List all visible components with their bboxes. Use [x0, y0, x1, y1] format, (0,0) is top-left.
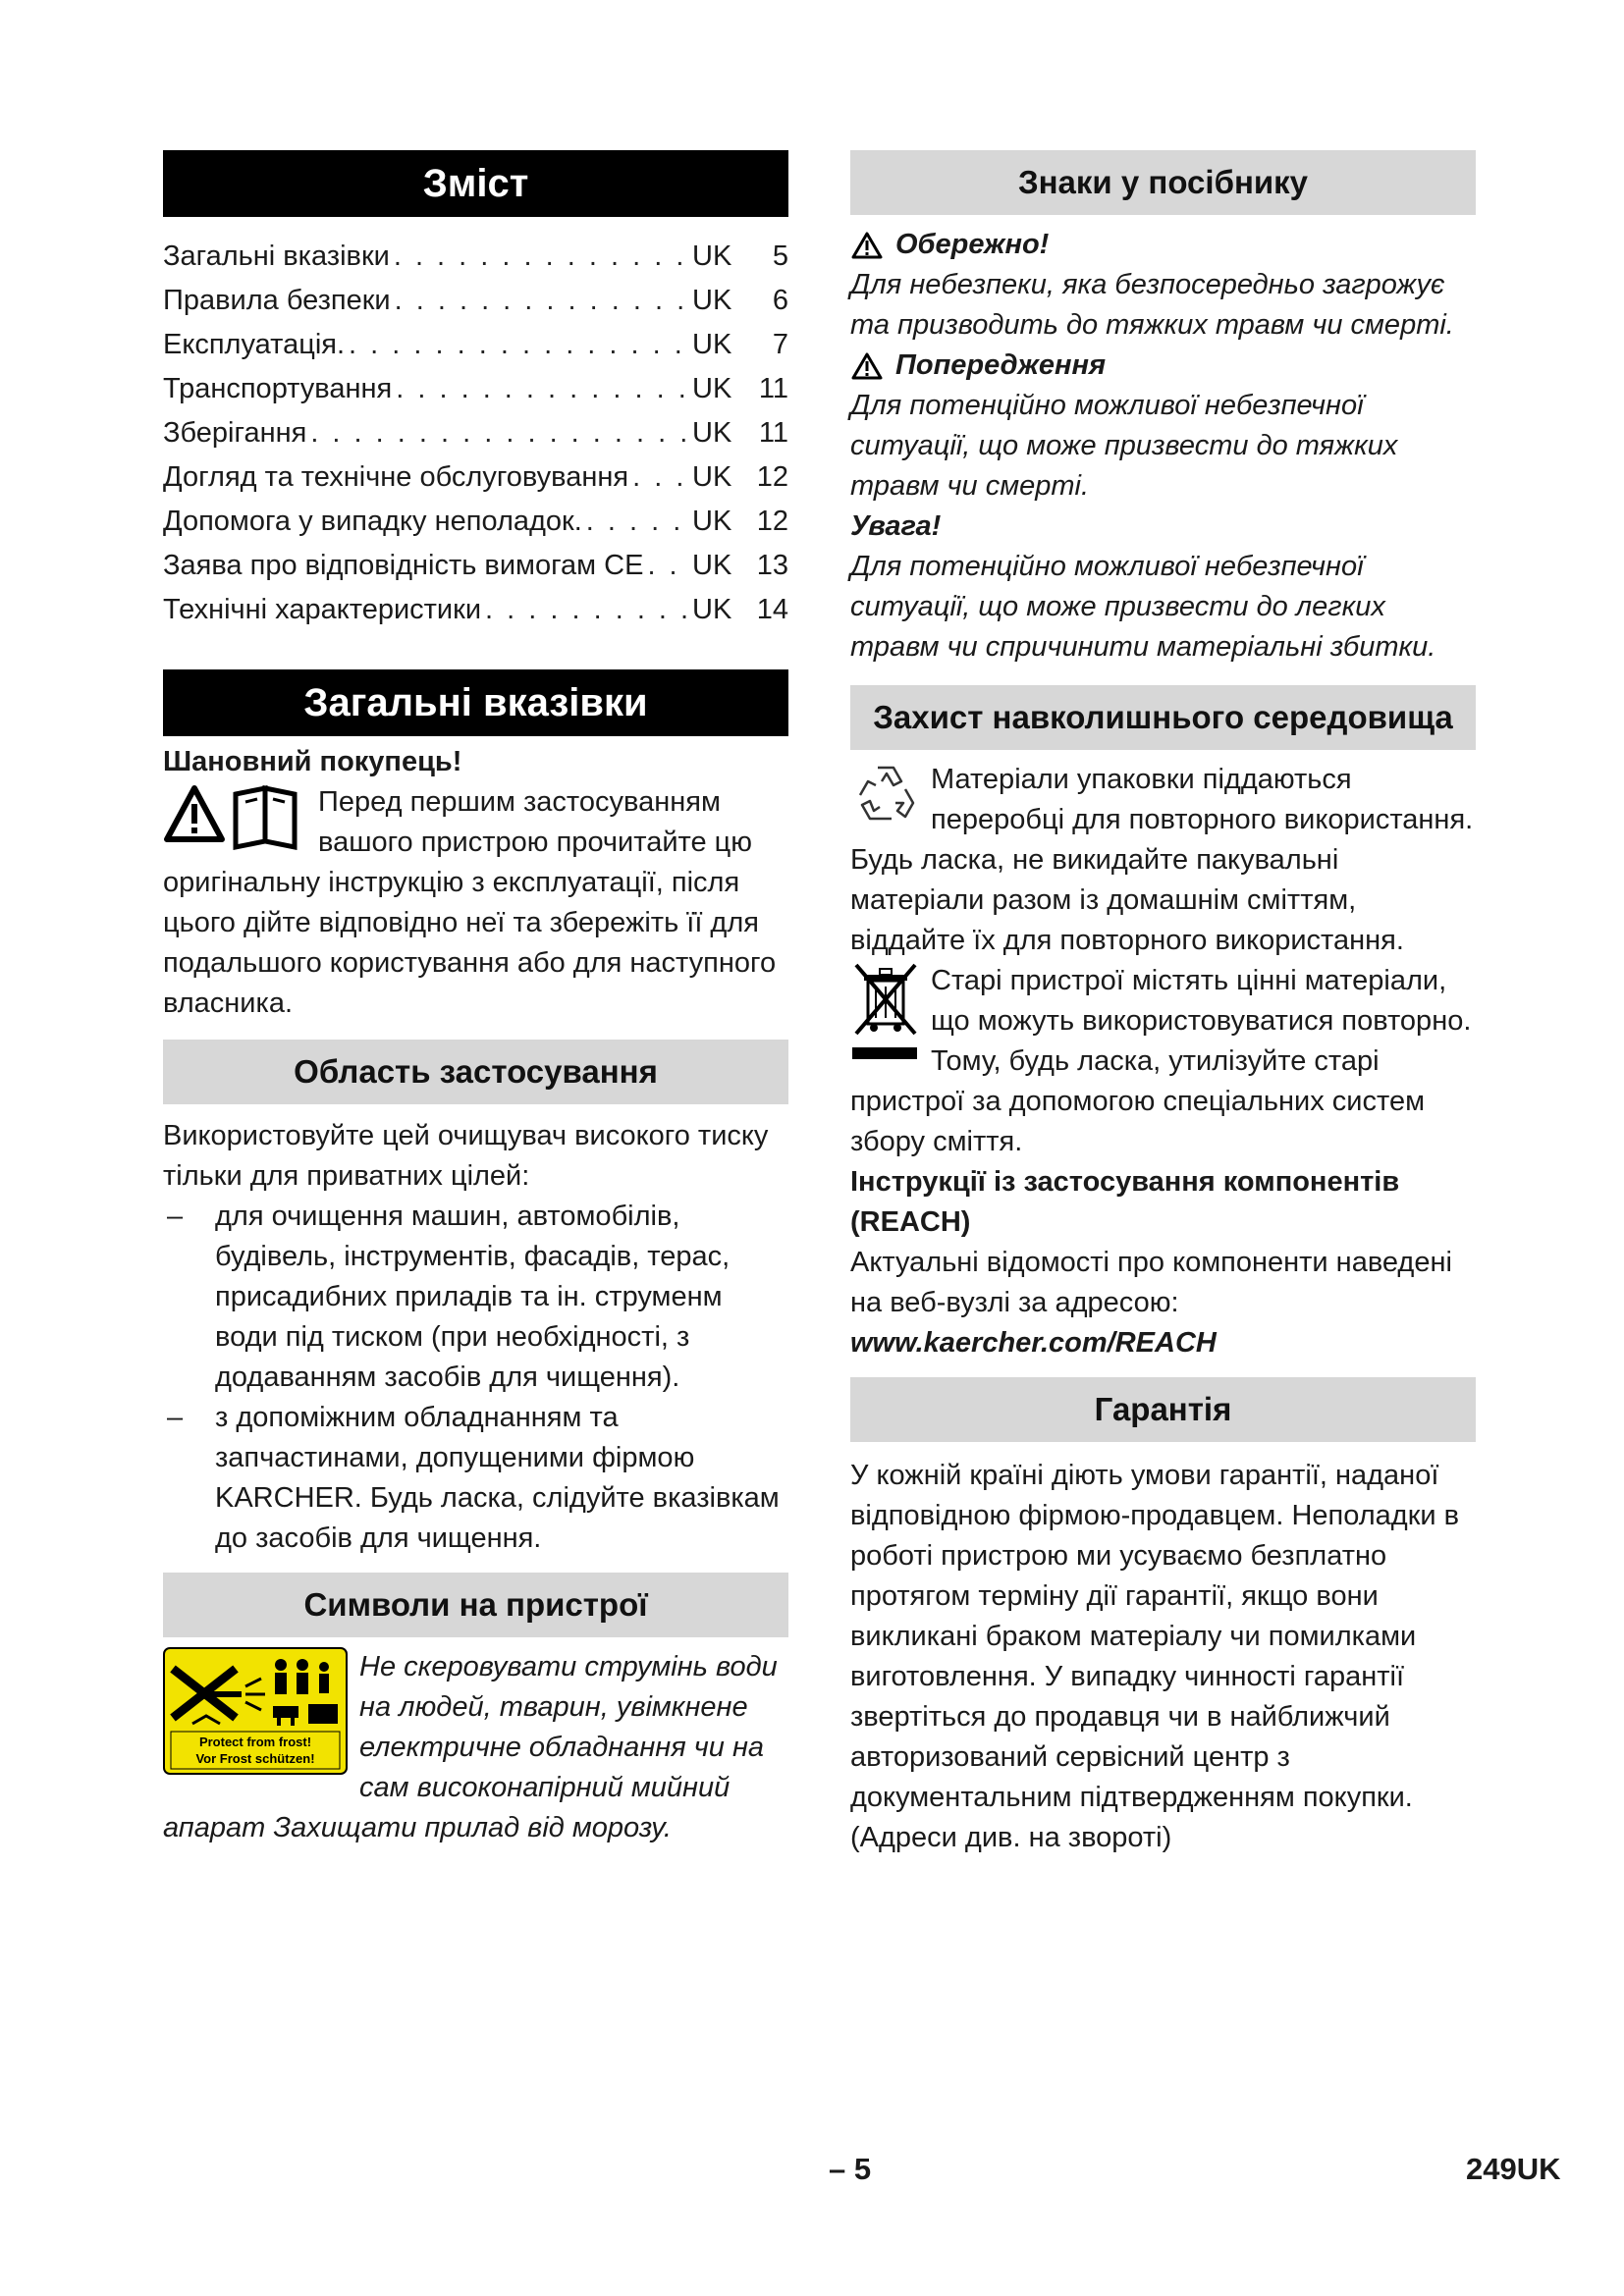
toc-dot-leader — [395, 279, 688, 323]
toc-row-page: 7 — [772, 329, 788, 360]
crossed-bin-icon — [850, 961, 921, 1076]
spacer — [163, 1024, 788, 1040]
greeting: Шановний покупець! — [163, 746, 462, 777]
symbols-block — [163, 1647, 788, 1848]
toc-row[interactable] — [163, 279, 788, 323]
toc-row-title: Транспортування — [163, 373, 393, 404]
toc-row-page: 13 — [756, 550, 788, 581]
warranty-heading: Гарантія — [850, 1377, 1476, 1442]
toc-row-title: Експлуатація. — [163, 329, 346, 360]
toc-row-lang: UK — [692, 329, 732, 360]
toc-row[interactable] — [163, 588, 788, 632]
no-spray-frost-label-icon — [163, 1647, 350, 1782]
list-item — [163, 1398, 788, 1559]
warning-title: Попередження — [895, 349, 1107, 381]
toc-row-lang: UK — [692, 240, 732, 272]
list-item-text: для очищення машин, автомобілів, будівель, інструментів, фасадів, терас, присадибних приладів та ін. струменм води під тиском (при необхідності, з додаванням засобів для чищення). — [215, 1201, 731, 1393]
toc-dot-leader — [310, 411, 688, 455]
toc-row-lang: UK — [692, 461, 732, 493]
warning-triangle-icon — [850, 351, 884, 381]
toc-row[interactable] — [163, 367, 788, 411]
toc-dot-leader — [485, 588, 688, 632]
spacer — [163, 1559, 788, 1573]
toc-row-lang: UK — [692, 285, 732, 316]
toc-row[interactable] — [163, 235, 788, 279]
toc-dot-leader — [647, 544, 688, 588]
usage-intro: Використовуйте цей очищувач високого тиску тільки для приватних цілей: — [163, 1120, 769, 1192]
toc-row-page: 5 — [772, 240, 788, 272]
recycle-text: Матеріали упаковки піддаються переробці для повторного використання. Будь ласка, не викидайте пакувальні матеріали разом із домашнім сміттям, віддайте їх для повторного використання. — [850, 764, 1474, 956]
list-dash: – — [167, 1402, 184, 1433]
label-line-2: Vor Frost schützen! — [195, 1751, 315, 1766]
symbols-heading: Символи на пристрої — [163, 1573, 788, 1637]
danger-title: Обережно! — [895, 229, 1050, 260]
toc-row[interactable] — [163, 455, 788, 500]
toc-row-page: 14 — [756, 594, 788, 625]
warning-triangle-icon — [850, 231, 884, 260]
toc-row-page: 12 — [756, 506, 788, 537]
toc-row-title: Загальні вказівки — [163, 240, 390, 272]
document-code: 249UK — [1466, 2152, 1561, 2186]
toc-row[interactable] — [163, 411, 788, 455]
usage-list — [163, 1197, 788, 1559]
toc-row-title: Правила безпеки — [163, 285, 391, 316]
spacer — [850, 1363, 1476, 1377]
recycle-block — [850, 760, 1476, 961]
reach-text: Актуальні відомості про компоненти наведені на веб-вузлі за адресою: — [850, 1247, 1452, 1318]
danger-text: Для небезпеки, яка безпосередньо загрожує та призводить до тяжких травм чи смерті. — [850, 269, 1454, 341]
intro-block — [163, 782, 788, 1024]
toc-row-page: 11 — [758, 373, 788, 404]
warning-title-row — [850, 346, 1476, 386]
weee-text: Старі пристрої містять цінні матеріали, що можуть використовуватися повторно. Тому, будь ласка, утилізуйте старі пристрої за допомогою спеціальних систем збору сміття. — [850, 965, 1472, 1157]
list-dash: – — [167, 1201, 184, 1232]
caution-block — [850, 507, 1476, 667]
danger-block — [850, 225, 1476, 346]
list-item — [163, 1197, 788, 1398]
toc-row-title: Зберігання — [163, 417, 307, 449]
danger-title-row — [850, 225, 1476, 265]
warranty-text: У кожній країні діють умови гарантії, наданої відповідною фірмою-продавцем. Неполадки в роботі пристрою ми усуваємо безплатно протягом терміну дії гарантії, якщо вони викликані браком матеріалу чи помилками виготовлення. У випадку чинності гарантії звертіться до продавця чи в найближчий авторизований сервісний центр з документальним підтвердженням покупки. (Адреси див. на звороті) — [850, 1460, 1460, 1853]
spacer — [850, 667, 1476, 685]
reach-title: Інструкції із застосування компонентів (REACH) — [850, 1166, 1400, 1238]
weee-block — [850, 961, 1476, 1162]
left-column — [163, 150, 788, 1848]
reach-link[interactable]: www.kaercher.com/REACH — [850, 1327, 1217, 1359]
toc-row-page: 6 — [772, 285, 788, 316]
toc-row-title: Технічні характеристики — [163, 594, 482, 625]
toc-row[interactable] — [163, 323, 788, 367]
usage-heading: Область застосування — [163, 1040, 788, 1104]
spacer — [163, 632, 788, 669]
warning-text: Для потенційно можливої небезпечної ситуації, що може призвести до тяжких травм чи смерті. — [850, 390, 1398, 502]
toc-row-lang: UK — [692, 417, 732, 449]
warning-block — [850, 346, 1476, 507]
toc-row-lang: UK — [692, 594, 732, 625]
signs-heading: Знаки у посібнику — [850, 150, 1476, 215]
toc-row-title: Допомога у випадку неполадок. — [163, 506, 582, 537]
list-item-text: з допоміжним обладнанням та запчастинами, допущеними фірмою KARCHER. Будь ласка, слідуйте вказівкам до засобів для чищення. — [215, 1402, 780, 1554]
toc-row-lang: UK — [692, 373, 732, 404]
toc-dot-leader — [394, 235, 688, 279]
toc-row-title: Заява про відповідність вимогам CE — [163, 550, 644, 581]
caution-text: Для потенційно можливої небезпечної ситуації, що може призвести до легких травм чи спричинити матеріальні збитки. — [850, 551, 1436, 663]
toc-row-lang: UK — [692, 506, 732, 537]
toc-row-lang: UK — [692, 550, 732, 581]
toc-dot-leader — [349, 323, 688, 367]
toc-row-title: Догляд та технічне обслуговування — [163, 461, 629, 493]
toc-dot-leader — [396, 367, 688, 411]
label-line-1: Protect from frost! — [198, 1735, 312, 1749]
right-column — [850, 150, 1476, 1858]
toc-row-page: 12 — [756, 461, 788, 493]
intro-text: Перед першим застосуванням вашого пристрою прочитайте цю оригінальну інструкцію з експлуатації, після цього дійте відповідно неї та збережіть її для подальшого користування або для наступного власника. — [163, 786, 777, 1019]
toc-dot-leader — [632, 455, 688, 500]
environment-heading: Захист навколишнього середовища — [850, 685, 1476, 750]
toc-dot-leader — [586, 500, 688, 544]
toc-heading: Зміст — [163, 150, 788, 217]
warning-manual-icon — [163, 782, 308, 856]
page-number: – 5 — [829, 2152, 872, 2186]
table-of-contents — [163, 235, 788, 632]
caution-title: Увага! — [850, 510, 942, 542]
toc-row-page: 11 — [758, 417, 788, 449]
recycle-icon — [850, 760, 921, 831]
general-heading: Загальні вказівки — [163, 669, 788, 736]
symbols-text: Не скеровувати струмінь води на людей, тварин, увімкнене електричне обладнання чи на сам високонапірний мийний апарат Захищати прилад від морозу. — [163, 1651, 778, 1843]
toc-row[interactable] — [163, 544, 788, 588]
toc-row[interactable] — [163, 500, 788, 544]
